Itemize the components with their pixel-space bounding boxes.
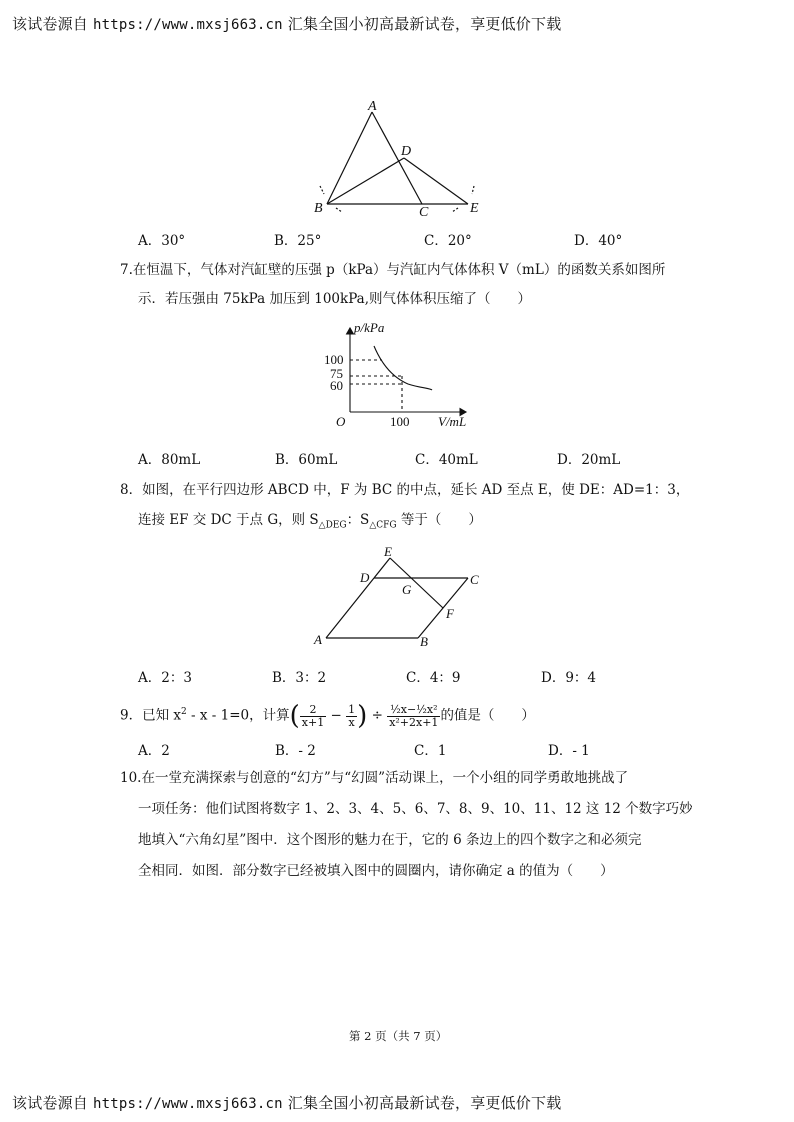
- q8-label-e: E: [384, 544, 392, 559]
- q7-origin-label: O: [336, 414, 346, 429]
- top-banner: [12, 13, 561, 34]
- q10-line3: 地填入“六角幻星”图中．这个图形的魅力在于，它的 6 条边上的四个数字之和必须完: [138, 832, 642, 848]
- q6-triangle-figure: [300, 98, 490, 220]
- q9-f3-num: ½x−½x²: [387, 704, 440, 717]
- banner-prefix: 该试卷源自: [12, 15, 89, 33]
- q8-option-b[interactable]: B．3：2: [272, 670, 327, 686]
- banner-suffix-bottom: 汇集全国小初高最新试卷，享更低价下载: [287, 1094, 562, 1112]
- q8-sub-deg: △DEG: [318, 520, 347, 531]
- q9-f1-num: 2: [300, 704, 326, 717]
- q9-option-c[interactable]: C．1: [414, 743, 447, 759]
- q8-sub-cfg: △CFG: [369, 520, 397, 531]
- q9-text: [120, 692, 535, 736]
- q8-label-b: B: [420, 634, 428, 649]
- q9-minus: −: [330, 707, 342, 724]
- q7-option-a[interactable]: A．80mL: [138, 452, 201, 468]
- q6-label-a: A: [368, 99, 377, 114]
- q9-suffix: 的值是（ ）: [440, 707, 535, 724]
- q7-x-axis-label: V/mL: [438, 414, 467, 429]
- q10-line1: 10.在一堂充满探索与创意的“幻方”与“幻圆”活动课上，一个小组的同学勇敢地挑战了: [120, 770, 629, 786]
- q9-option-b[interactable]: B．- 2: [275, 743, 316, 759]
- banner-prefix-bottom: 该试卷源自: [12, 1094, 89, 1112]
- q8-label-c: C: [470, 572, 479, 587]
- q8-label-d: D: [360, 570, 370, 585]
- q9-fraction-1: [300, 704, 326, 729]
- q7-option-c[interactable]: C．40mL: [415, 452, 478, 468]
- page-number: 第 2 页（共 7 页）: [349, 1029, 448, 1043]
- q7-option-b[interactable]: B．60mL: [275, 452, 338, 468]
- q6-option-b[interactable]: B．25°: [274, 233, 322, 249]
- q8-text-part2: 等于（ ）: [396, 512, 482, 528]
- q6-label-c: C: [419, 205, 429, 220]
- q7-y-tick-60: 60: [330, 378, 343, 393]
- q8-text-part1: 连接 EF 交 DC 于点 G，则 S: [138, 512, 319, 528]
- q9-paren-left: (: [289, 701, 300, 731]
- q8-label-f: F: [446, 606, 454, 621]
- q6-label-b: B: [314, 201, 323, 216]
- q9-f1-den: x+1: [301, 715, 325, 729]
- q7-x-tick-100: 100: [390, 414, 410, 429]
- bottom-banner: [12, 1092, 561, 1113]
- q8-text-sep: ：S: [346, 512, 370, 528]
- q7-y-tick-100: 100: [324, 352, 344, 367]
- q9-condition: - x - 1=0，计算: [186, 707, 290, 724]
- q8-option-a[interactable]: A．2：3: [138, 670, 192, 686]
- q7-graph: [316, 320, 476, 432]
- q9-option-a[interactable]: A．2: [138, 743, 170, 759]
- q9-fraction-2: [346, 704, 357, 729]
- q9-f2-num: 1: [348, 702, 356, 716]
- q8-option-d[interactable]: D．9：4: [541, 670, 597, 686]
- q7-option-d[interactable]: D．20mL: [557, 452, 621, 468]
- q8-label-g: G: [402, 582, 412, 597]
- q7-text-line2: 示．若压强由 75kPa 加压到 100kPa,则气体体积压缩了（ ）: [138, 291, 532, 307]
- q6-option-c[interactable]: C．20°: [424, 233, 472, 249]
- q10-line4: 全相同．如图．部分数字已经被填入图中的圆圈内，请你确定 a 的值为（ ）: [138, 863, 614, 879]
- banner-url[interactable]: https://www.mxsj663.cn: [92, 17, 283, 33]
- q10-line2: 一项任务：他们试图将数字 1、2、3、4、5、6、7、8、9、10、11、12 这 12 个数字巧妙: [138, 801, 693, 817]
- q8-label-a: A: [314, 632, 322, 647]
- banner-suffix: 汇集全国小初高最新试卷，享更低价下载: [287, 15, 562, 33]
- q7-y-tick-75: 75: [330, 366, 343, 381]
- q7-text-line1: 7.在恒温下，气体对汽缸壁的压强 p（kPa）与汽缸内气体体积 V（mL）的函数关系如图所: [120, 262, 666, 278]
- q8-text-line1: 8．如图，在平行四边形 ABCD 中，F 为 BC 的中点，延长 AD 至点 E，使 DE：AD=1：3，: [120, 482, 690, 498]
- q6-option-d[interactable]: D．40°: [574, 233, 623, 249]
- banner-url-bottom[interactable]: https://www.mxsj663.cn: [92, 1096, 283, 1112]
- q8-parallelogram-figure: [310, 540, 490, 650]
- q6-label-d: D: [401, 144, 412, 159]
- q8-text-line2: [138, 510, 482, 536]
- q9-divide: ÷: [371, 707, 383, 724]
- q9-f2-den: x: [348, 715, 355, 729]
- q9-sup: 2: [181, 707, 187, 717]
- q7-y-axis-label: p/kPa: [354, 320, 385, 335]
- q9-paren-right: ): [357, 701, 368, 731]
- q9-option-d[interactable]: D．- 1: [548, 743, 590, 759]
- q9-prefix: 9．已知 x: [120, 707, 181, 724]
- q9-f3-den: x²+2x+1: [389, 715, 439, 729]
- q6-label-e: E: [470, 201, 479, 216]
- q8-option-c[interactable]: C．4：9: [406, 670, 461, 686]
- q9-fraction-3: [387, 704, 440, 729]
- q6-option-a[interactable]: A．30°: [138, 233, 186, 249]
